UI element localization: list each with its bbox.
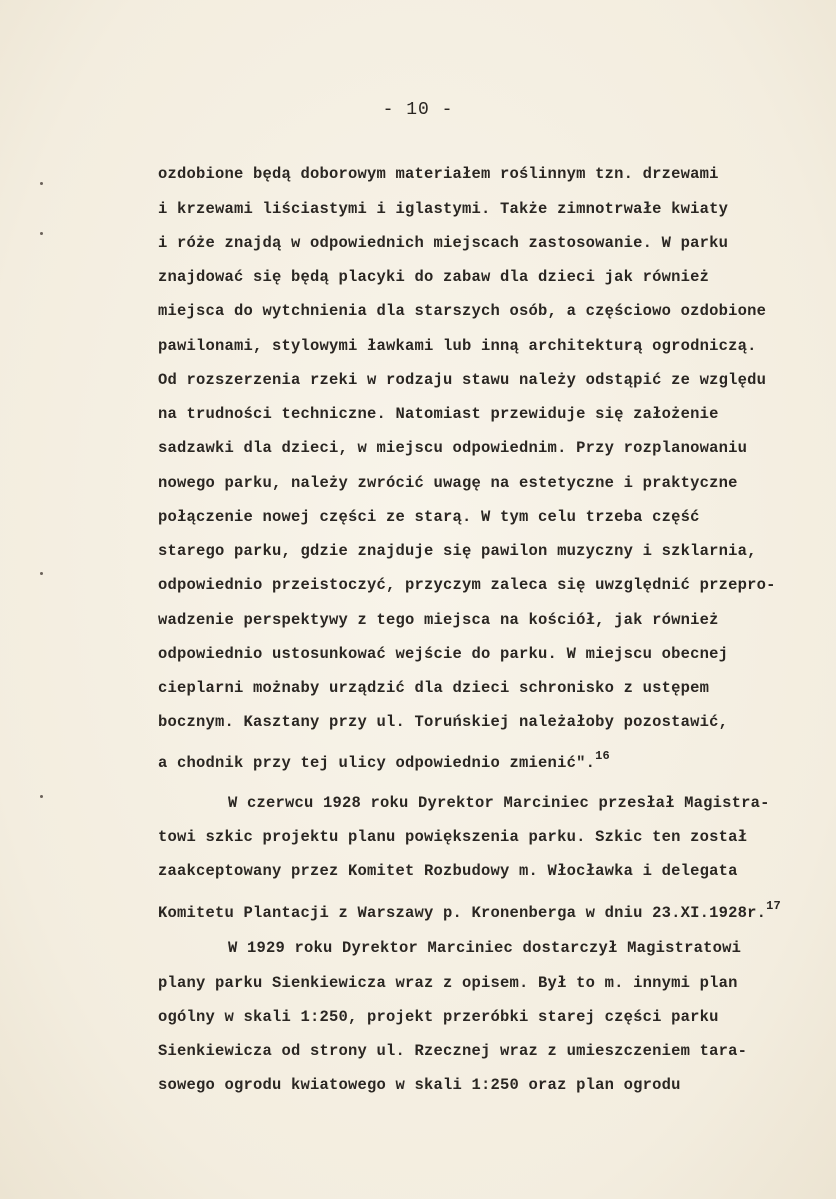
text-line: ozdobione będą doborowym materiałem roślinnym tzn. drzewami xyxy=(158,165,719,183)
margin-speck xyxy=(40,182,43,185)
text-line: sowego ogrodu kwiatowego w skali 1:250 oraz plan ogrodu xyxy=(158,1076,681,1094)
text-line: pawilonami, stylowymi ławkami lub inną architekturą ogrodniczą. xyxy=(158,337,757,355)
text-line: cieplarni możnaby urządzić dla dzieci schronisko z ustępem xyxy=(158,679,710,697)
text-line-with-footnote xyxy=(158,746,610,773)
text-line: zaakceptowany przez Komitet Rozbudowy m. Włocławka i delegata xyxy=(158,862,738,880)
margin-speck xyxy=(40,232,43,235)
page-number: - 10 - xyxy=(382,100,454,120)
text-line: sadzawki dla dzieci, w miejscu odpowiednim. Przy rozplanowaniu xyxy=(158,439,748,457)
text-line: Od rozszerzenia rzeki w rodzaju stawu należy odstąpić ze względu xyxy=(158,371,767,389)
text-line: bocznym. Kasztany przy ul. Toruńskiej należałoby pozostawić, xyxy=(158,713,729,731)
text-line: znajdować się będą placyki do zabaw dla dzieci jak również xyxy=(158,268,710,286)
text-line: odpowiednio ustosunkować wejście do parku. W miejscu obecnej xyxy=(158,645,729,663)
text-line: na trudności techniczne. Natomiast przewiduje się założenie xyxy=(158,405,719,423)
text-line: odpowiednio przeistoczyć, przyczym zaleca się uwzględnić przepro- xyxy=(158,576,776,594)
text-line: wadzenie perspektywy z tego miejsca na kościół, jak również xyxy=(158,611,719,629)
text-line: W 1929 roku Dyrektor Marciniec dostarczył Magistratowi xyxy=(228,939,742,957)
text-line: Komitetu Plantacji z Warszawy p. Kronenberga w dniu 23.XI.1928r. xyxy=(158,904,767,922)
text-line: starego parku, gdzie znajduje się pawilon muzyczny i szklarnia, xyxy=(158,542,757,560)
text-line: i krzewami liściastymi i iglastymi. Także zimnotrwałe kwiaty xyxy=(158,200,729,218)
margin-speck xyxy=(40,572,43,575)
footnote-marker-16: 16 xyxy=(595,749,610,763)
text-line: połączenie nowej części ze starą. W tym celu trzeba część xyxy=(158,508,700,526)
text-line: ogólny w skali 1:250, projekt przeróbki starej części parku xyxy=(158,1008,719,1026)
footnote-marker-17: 17 xyxy=(766,899,781,913)
text-line: Sienkiewicza od strony ul. Rzecznej wraz z umieszczeniem tara- xyxy=(158,1042,748,1060)
text-line-with-footnote xyxy=(158,896,781,923)
text-line: towi szkic projektu planu powiększenia parku. Szkic ten został xyxy=(158,828,748,846)
text-line: i róże znajdą w odpowiednich miejscach zastosowanie. W parku xyxy=(158,234,729,252)
text-line: W czerwcu 1928 roku Dyrektor Marciniec przesłał Magistra- xyxy=(228,794,770,812)
text-line: a chodnik przy tej ulicy odpowiednio zmienić". xyxy=(158,754,596,772)
text-line: nowego parku, należy zwrócić uwagę na estetyczne i praktyczne xyxy=(158,474,738,492)
margin-speck xyxy=(40,795,43,798)
text-line: plany parku Sienkiewicza wraz z opisem. Był to m. innymi plan xyxy=(158,974,738,992)
text-line: miejsca do wytchnienia dla starszych osób, a częściowo ozdobione xyxy=(158,302,767,320)
